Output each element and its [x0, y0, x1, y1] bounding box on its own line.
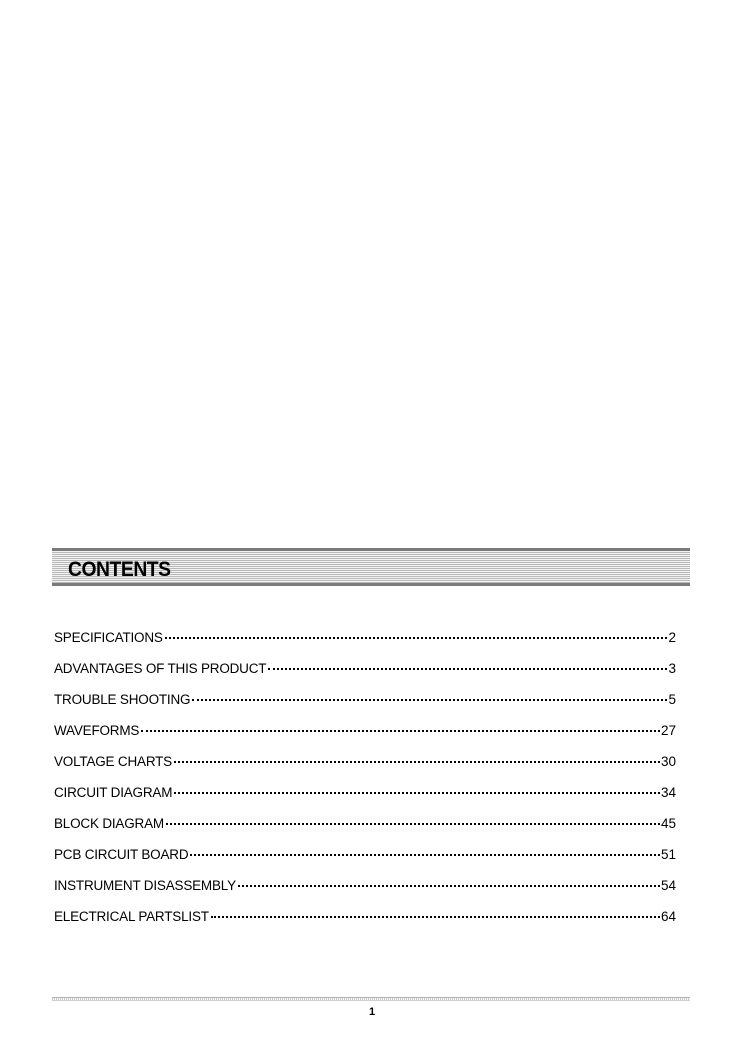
dot-leader — [190, 840, 660, 856]
contents-heading-banner — [52, 548, 690, 586]
toc-entry-title: WAVEFORMS — [54, 723, 140, 738]
toc-entry-page: 51 — [660, 847, 676, 862]
toc-entry-voltage-charts[interactable] — [54, 750, 676, 781]
dot-leader — [238, 871, 660, 887]
toc-entry-title: ADVANTAGES OF THIS PRODUCT — [54, 661, 267, 676]
toc-entry-title: TROUBLE SHOOTING — [54, 692, 191, 707]
dot-leader — [192, 685, 667, 701]
toc-entry-page: 30 — [660, 754, 676, 769]
dot-leader — [174, 778, 660, 794]
toc-entry-title: ELECTRICAL PARTSLIST — [54, 909, 209, 924]
toc-entry-page: 5 — [668, 692, 676, 707]
contents-title: CONTENTS — [68, 558, 171, 581]
page-number: 1 — [368, 1006, 376, 1018]
toc-entry-electrical-partslist[interactable] — [54, 905, 676, 936]
toc-entry-page: 64 — [660, 909, 676, 924]
toc-entry-page: 27 — [660, 723, 676, 738]
toc-entry-title: VOLTAGE CHARTS — [54, 754, 172, 769]
dot-leader — [268, 654, 667, 670]
toc-entry-circuit-diagram[interactable] — [54, 781, 676, 812]
dot-leader — [166, 809, 660, 825]
dot-leader — [174, 747, 660, 763]
toc-entry-instrument-disassembly[interactable] — [54, 874, 676, 905]
toc-entry-page: 2 — [668, 630, 676, 645]
toc-entry-page: 3 — [668, 661, 676, 676]
toc-entry-specifications[interactable] — [54, 626, 676, 657]
toc-entry-page: 54 — [660, 878, 676, 893]
toc-entry-trouble-shooting[interactable] — [54, 688, 676, 719]
toc-entry-waveforms[interactable] — [54, 719, 676, 750]
footer-rule — [52, 997, 690, 1001]
table-of-contents — [54, 626, 676, 936]
toc-entry-pcb-circuit-board[interactable] — [54, 843, 676, 874]
dot-leader — [141, 716, 660, 732]
toc-entry-page: 34 — [660, 785, 676, 800]
toc-entry-title: INSTRUMENT DISASSEMBLY — [54, 878, 236, 893]
toc-entry-title: BLOCK DIAGRAM — [54, 816, 164, 831]
toc-entry-title: CIRCUIT DIAGRAM — [54, 785, 173, 800]
toc-entry-title: SPECIFICATIONS — [54, 630, 163, 645]
toc-entry-advantages[interactable] — [54, 657, 676, 688]
toc-entry-page: 45 — [660, 816, 676, 831]
toc-entry-block-diagram[interactable] — [54, 812, 676, 843]
dot-leader — [211, 902, 660, 918]
toc-entry-title: PCB CIRCUIT BOARD — [54, 847, 189, 862]
dot-leader — [165, 623, 668, 639]
